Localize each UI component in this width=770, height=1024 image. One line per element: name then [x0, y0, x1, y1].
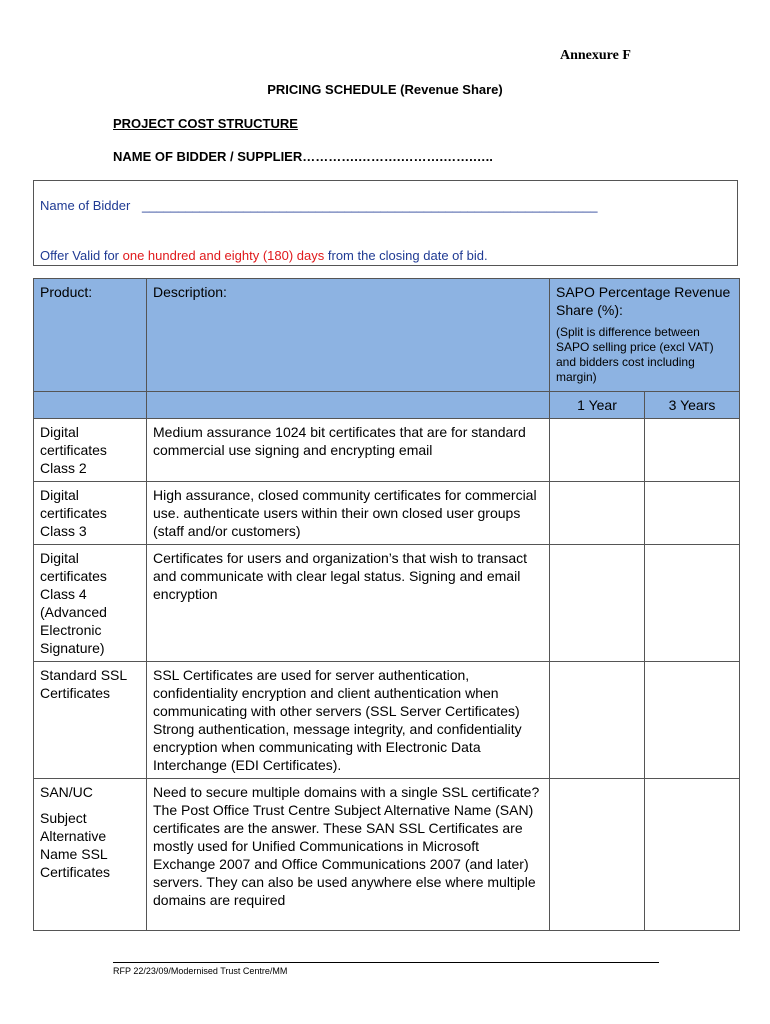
row-year-1-cell[interactable] [550, 662, 645, 779]
row-year-3-cell[interactable] [645, 662, 740, 779]
offer-validity-text [40, 248, 488, 263]
row-description: SSL Certificates are used for server authentication, confidentiality encryption and client authentication when communicating with other servers (SSL Server Certificates) Strong authentication, message integrity, and confidentiality encryption when communicating with Electronic Data Interchange (EDI Certificates). [147, 662, 550, 779]
name-of-bidder-blank[interactable]: _______________________________________________________________ [141, 198, 598, 213]
footer-reference: RFP 22/23/09/Modernised Trust Centre/MM [113, 966, 288, 976]
row-product: Digital certificates Class 4 (Advanced Electronic Signature) [34, 545, 147, 662]
row-description: Medium assurance 1024 bit certificates that are for standard commercial use signing and encrypting email [147, 419, 550, 482]
row-year-3-cell[interactable] [645, 545, 740, 662]
row-description: Need to secure multiple domains with a single SSL certificate? The Post Office Trust Centre Subject Alternative Name (SAN) certificates are the answer. These SAN SSL Certificates are mostly used for Unified Communications in Microsoft Exchange 2007 and Office Communications 2007 (and later) servers. They can also be used anywhere else where multiple domains are required [147, 779, 550, 931]
row-description: High assurance, closed community certificates for commercial use. authenticate users within their own closed user groups (staff and/or customers) [147, 482, 550, 545]
row-product [34, 779, 147, 931]
row-year-3-cell[interactable] [645, 482, 740, 545]
header-share-note: (Split is difference between SAPO selling price (excl VAT) and bidders cost including margin) [556, 325, 714, 384]
table-header-row [34, 279, 740, 392]
row-year-1-cell[interactable] [550, 779, 645, 931]
table-row [34, 779, 740, 931]
row-product: Digital certificates Class 2 [34, 419, 147, 482]
offer-highlight: one hundred and eighty (180) days [122, 248, 325, 263]
table-row [34, 482, 740, 545]
header-description: Description: [147, 279, 550, 392]
row-year-3-cell[interactable] [645, 419, 740, 482]
bidder-name-line: NAME OF BIDDER / SUPPLIER………….……….……….…….….. [113, 149, 493, 164]
name-of-bidder-row [40, 198, 597, 213]
header-share [550, 279, 740, 392]
table-row [34, 662, 740, 779]
row-product-title: SAN/UC [40, 784, 93, 800]
header-year-3: 3 Years [645, 392, 740, 419]
row-year-1-cell[interactable] [550, 545, 645, 662]
row-year-1-cell[interactable] [550, 419, 645, 482]
row-product-subtitle: Subject Alternative Name SSL Certificates [40, 810, 111, 880]
row-description: Certificates for users and organization’s that wish to transact and communicate with clear legal status. Signing and email encryption [147, 545, 550, 662]
page-title: PRICING SCHEDULE (Revenue Share) [267, 82, 503, 97]
years-spacer-product [34, 392, 147, 419]
row-year-1-cell[interactable] [550, 482, 645, 545]
table-row [34, 545, 740, 662]
annexure-label: Annexure F [560, 48, 631, 63]
offer-suffix: from the closing date of bid. [324, 248, 488, 263]
row-year-3-cell[interactable] [645, 779, 740, 931]
offer-prefix: Offer Valid for [40, 248, 123, 263]
header-product: Product: [34, 279, 147, 392]
footer-divider [113, 962, 659, 963]
section-subtitle: PROJECT COST STRUCTURE [113, 116, 298, 131]
row-product: Standard SSL Certificates [34, 662, 147, 779]
years-spacer-description [147, 392, 550, 419]
table-row [34, 419, 740, 482]
header-share-title: SAPO Percentage Revenue Share (%): [556, 284, 731, 318]
header-year-1: 1 Year [550, 392, 645, 419]
pricing-table [33, 278, 740, 931]
table-years-row [34, 392, 740, 419]
name-of-bidder-label: Name of Bidder [40, 198, 131, 213]
row-product: Digital certificates Class 3 [34, 482, 147, 545]
